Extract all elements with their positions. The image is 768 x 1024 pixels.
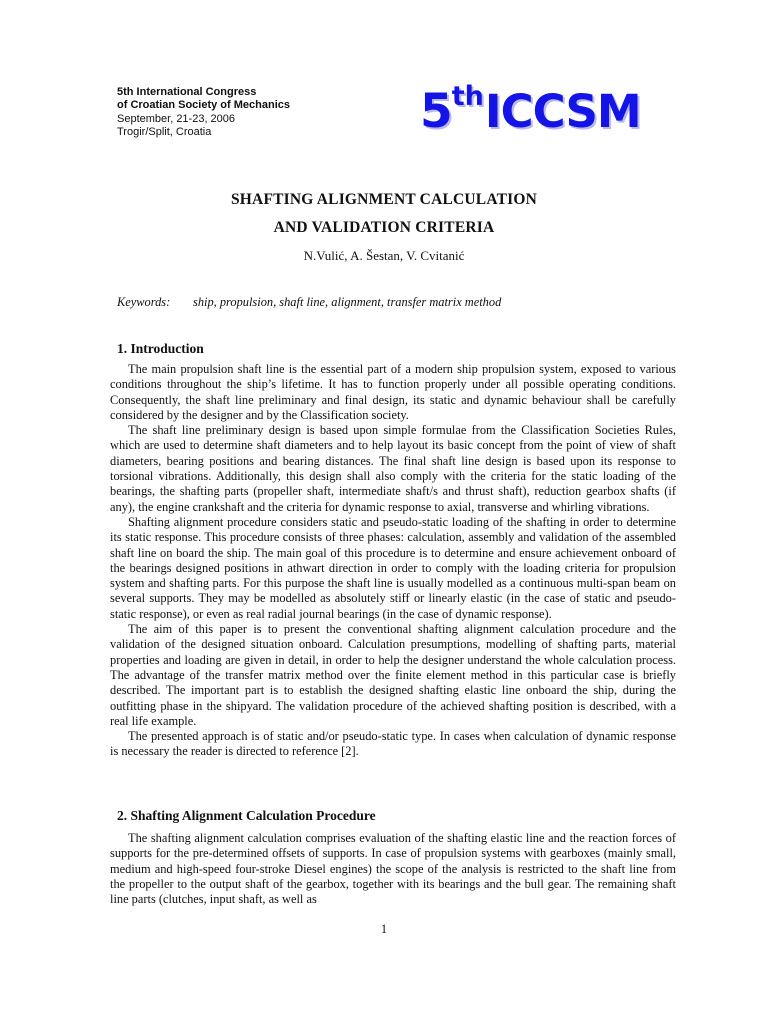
logo-number: 5 — [420, 84, 452, 139]
paragraph: The main propulsion shaft line is the essential part of a modern ship propulsion system, exposed to various conditions throughout the ship’s lifetime. It has to function properly under all possible operating conditions. Consequently, the shaft line preliminary and final design, its static and dynamic behaviour shall be carefully considered by the designer and by the Classification society. — [110, 362, 676, 422]
congress-line2: of Croatian Society of Mechanics — [117, 99, 290, 112]
section-heading-procedure: 2. Shafting Alignment Calculation Procedure — [117, 808, 376, 823]
keywords-text: ship, propulsion, shaft line, alignment, transfer matrix method — [193, 295, 502, 309]
paper-authors: N.Vulić, A. Šestan, V. Cvitanić — [303, 248, 465, 263]
page-number: 1 — [380, 922, 388, 936]
congress-info — [117, 86, 290, 139]
section-body-introduction — [110, 362, 676, 760]
paper-title-line2: AND VALIDATION CRITERIA — [273, 219, 495, 236]
paper-title-line1: SHAFTING ALIGNMENT CALCULATION — [230, 191, 537, 208]
iccsm-logo — [420, 81, 641, 139]
paragraph: The presented approach is of static and/or pseudo-static type. In cases when calculation of dynamic response is necessary the reader is directed to reference [2]. — [110, 729, 676, 759]
paragraph: Shafting alignment procedure considers static and pseudo-static loading of the shafting in order to determine its static response. This procedure consists of three phases: calculation, assembly and validation of the assembled shaft line on board the ship. The main goal of this procedure is to determine and ensure achievement onboard of the bearings designed positions in athwart direction in order to comply with the loading criteria for propulsion system and shafting parts. For this purpose the shaft line is usually modelled as a continuous multi-span beam on several supports. They may be modelled as absolutely stiff or linearly elastic (in the case of static and pseudo-static response), or even as real radial journal bearings (in the case of dynamic response). — [110, 514, 676, 621]
congress-location: Trogir/Split, Croatia — [117, 125, 212, 138]
paragraph: The shafting alignment calculation comprises evaluation of the shafting elastic line and the reaction forces of supports for the pre-determined offsets of supports. In case of propulsion systems with gearboxes (mainly small, medium and high-speed four-stroke Diesel engines) the scope of the analysis is restricted to the shaft line from the propeller to the output shaft of the gearbox, together with its bearings and the bull gear. The remaining shaft line parts (clutches, input shaft, as well as — [110, 831, 676, 907]
section-body-procedure — [110, 831, 676, 907]
keywords-label: Keywords: — [117, 295, 171, 309]
paragraph: The aim of this paper is to present the conventional shafting alignment calculation procedure and the validation of the designed situation onboard. Calculation presumptions, modelling of shafting parts, material properties and loading are given in detail, in order to help the designer understand the whole calculation process. The advantage of the transfer matrix method over the finite element method in this particular case is briefly described. The important part is to establish the designed shafting elastic line onboard the ship, during the outfitting phase in the shipyard. The validation procedure of the achieved shafting position is described, with a real life example. — [110, 622, 676, 728]
logo-superscript: th — [451, 81, 484, 112]
section-heading-introduction: 1. Introduction — [117, 341, 204, 356]
keywords-line — [117, 295, 501, 310]
congress-dates: September, 21-23, 2006 — [117, 112, 236, 125]
logo-acronym: ICCSM — [484, 85, 641, 138]
congress-line1: 5th International Congress — [117, 86, 257, 98]
paragraph: The shaft line preliminary design is based upon simple formulae from the Classification Societies Rules, which are used to determine shaft diameters and to help layout its basic concept from the point of view of shaft diameters, bearing positions and bearing distances. The final shaft line design is based upon its response to torsional vibrations. Additionally, this design shall also comply with the criteria for the static loading of the bearings, the shafting parts (propeller shaft, intermediate shaft/s and thrust shaft), reduction gearbox shafts (if any), the engine crankshaft and the criteria for dynamic response to axial, transverse and whirling vibrations. — [110, 423, 676, 514]
